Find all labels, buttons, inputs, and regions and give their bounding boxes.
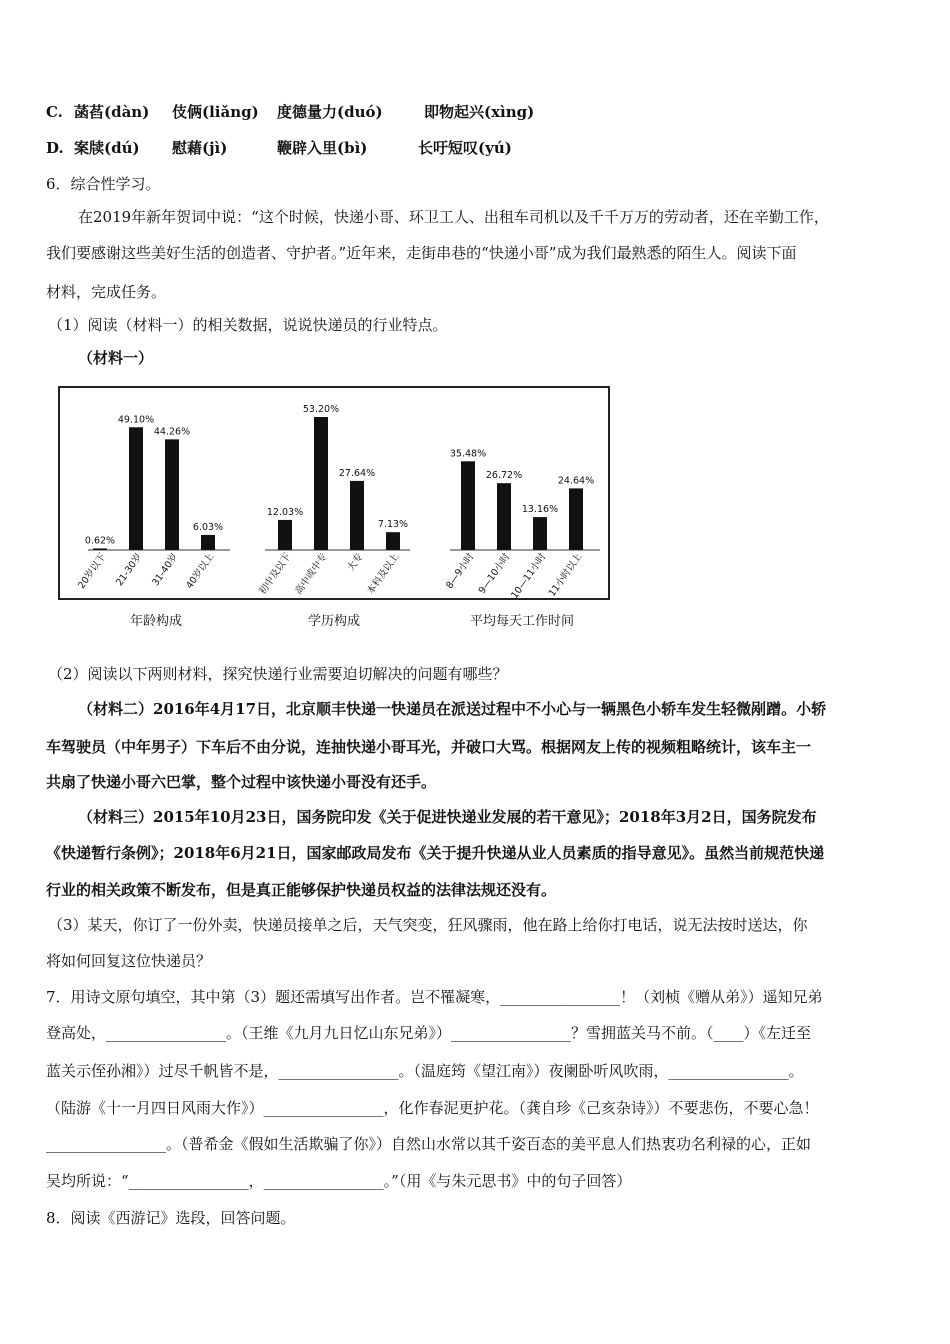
- bar: [314, 417, 328, 550]
- value-label: 12.03%: [266, 506, 304, 518]
- bar: [461, 461, 475, 550]
- option-word-2: 伎俩(liǎng): [172, 103, 259, 121]
- material-1-label: （材料一）: [78, 349, 154, 367]
- category-label: 31-40岁: [150, 551, 181, 589]
- bar: [278, 520, 292, 550]
- option-letter: C.: [46, 103, 63, 121]
- option-word-3: 度德量力(duó): [277, 103, 383, 121]
- q7-line-1: 7．用诗文原句填空，其中第（3）题还需填写出作者。岂不罹凝寒，________________！（刘桢《赠从弟》）遥知兄弟: [46, 988, 823, 1006]
- bar: [350, 481, 364, 550]
- option-word-2: 慰藉(jì): [172, 139, 228, 157]
- group-label-age: 年龄构成: [130, 614, 183, 629]
- value-label: 53.20%: [302, 404, 340, 415]
- material-3-line-2: 《快递暂行条例》；2018年6月21日，国家邮政局发布《关于提升快递从业人员素质的指导意见》。虽然当前规范快递: [46, 844, 825, 862]
- chart-frame: [58, 386, 610, 600]
- category-label: 8—9小时: [444, 551, 477, 591]
- option-word-1: 案牍(dú): [74, 139, 140, 157]
- category-label: 11小时以上: [546, 551, 585, 598]
- bar: [93, 548, 107, 550]
- option-word-4: 即物起兴(xìng): [424, 103, 535, 121]
- bar: [497, 483, 511, 550]
- value-label: 35.48%: [449, 448, 487, 460]
- option-word-4: 长吁短叹(yú): [418, 139, 512, 157]
- material-2-line-2: 车驾驶员（中年男子）下车后不由分说，连抽快递小哥耳光，并破口大骂。根据网友上传的视频粗略统计，该车主一: [46, 738, 812, 756]
- value-label: 6.03%: [192, 521, 224, 533]
- category-label: 20岁以下: [76, 551, 109, 591]
- q6-intro-line-2: 我们要感谢这些美好生活的创造者、守护者。”近年来，走街串巷的“快递小哥”成为我们最熟悉的陌生人。阅读下面: [46, 244, 797, 262]
- bar: [201, 535, 215, 550]
- q7-line-5: ________________。（普希金《假如生活欺骗了你》）自然山水常以其千姿百态的美平息人们热衷功名利禄的心，正如: [46, 1135, 812, 1153]
- group-label-education: 学历构成: [308, 614, 361, 629]
- option-word-1: 菡萏(dàn): [74, 103, 150, 121]
- value-label: 49.10%: [117, 414, 155, 426]
- bar: [165, 439, 179, 550]
- value-label: 24.64%: [557, 475, 595, 487]
- material-3-line-1: （材料三）2015年10月23日，国务院印发《关于促进快递业发展的若干意见》；2018年3月2日，国务院发布: [78, 808, 817, 826]
- category-label: 40岁以上: [184, 551, 217, 591]
- category-label: 10—11小时: [509, 551, 549, 598]
- material-2-line-3: 共扇了快递小哥六巴掌，整个过程中该快递小哥没有还手。: [46, 773, 437, 791]
- group-label-hours: 平均每天工作时间: [470, 614, 575, 629]
- q6-intro-line-3: 材料，完成任务。: [46, 283, 167, 301]
- q7-line-4: （陆游《十一月四日风雨大作》）________________，化作春泥更护花。（龚自珍《己亥杂诗》）不要悲伤，不要心急！: [46, 1099, 819, 1117]
- category-label: 9—10小时: [476, 551, 513, 596]
- q7-line-3: 蓝关示侄孙湘》）过尽千帆皆不是，________________。（温庭筠《望江南》）夜阑卧听风吹雨，________________。: [46, 1062, 804, 1080]
- q8-title: 8．阅读《西游记》选段，回答问题。: [46, 1209, 296, 1227]
- category-label: 21-30岁: [114, 551, 145, 589]
- value-label: 44.26%: [153, 426, 191, 438]
- option-letter: D.: [46, 139, 64, 157]
- category-label: 大专: [345, 551, 366, 574]
- option-word-3: 鞭辟入里(bì): [277, 139, 368, 157]
- material-3-line-3: 行业的相关政策不断发布，但是真正能够保护快递员权益的法律法规还没有。: [46, 881, 557, 899]
- category-label: 高中或中专: [293, 551, 330, 597]
- q6-title: 6．综合性学习。: [46, 175, 161, 193]
- bar: [533, 517, 547, 550]
- category-label: 初中及以下: [257, 551, 294, 597]
- value-label: 27.64%: [338, 467, 376, 479]
- q6-task-1: （1）阅读（材料一）的相关数据，说说快递员的行业特点。: [48, 316, 448, 334]
- bar: [129, 427, 143, 550]
- value-label: 7.13%: [377, 519, 409, 531]
- q6-task-2: （2）阅读以下两则材料，探究快递行业需要迫切解决的问题有哪些？: [48, 665, 508, 683]
- value-label: 26.72%: [485, 470, 523, 482]
- q7-line-2: 登高处，________________。（王维《九月九日忆山东兄弟》）________________？雪拥蓝关马不前。（____）《左迁至: [46, 1024, 812, 1042]
- bar-chart: [60, 388, 608, 598]
- bar: [386, 532, 400, 550]
- q6-intro-line-1: 在2019年新年贺词中说：“这个时候，快递小哥、环卫工人、出租车司机以及千千万万的劳动者，还在辛勤工作，: [78, 208, 829, 226]
- category-label: 本科及以上: [365, 551, 402, 597]
- q7-line-6: 吴均所说：“________________，________________。”（用《与朱元思书》中的句子回答）: [46, 1172, 632, 1190]
- q6-task-3-line-2: 将如何回复这位快递员？: [46, 952, 212, 970]
- q6-task-3-line-1: （3）某天，你订了一份外卖，快递员接单之后，天气突变，狂风骤雨，他在路上给你打电话，说无法按时送达，你: [48, 916, 808, 934]
- value-label: 0.62%: [84, 535, 116, 547]
- material-2-line-1: （材料二）2016年4月17日，北京顺丰快递一快递员在派送过程中不小心与一辆黑色小轿车发生轻微剐蹭。小轿: [78, 700, 827, 718]
- value-label: 13.16%: [521, 504, 559, 516]
- bar: [569, 488, 583, 550]
